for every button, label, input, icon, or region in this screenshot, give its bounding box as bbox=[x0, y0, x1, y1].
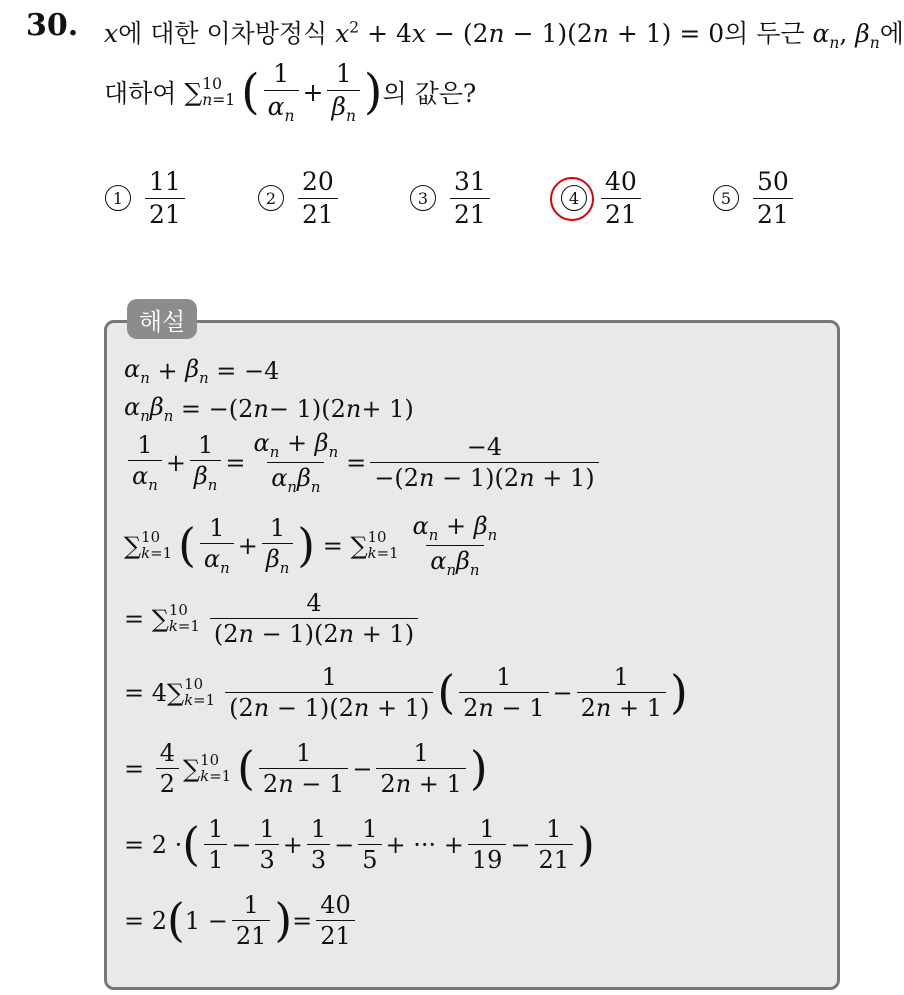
solution-line-6: = 4 ∑ 10 k=1 $\frac{1}{(2n - 1)(2n + 1)}$ ( $\frac{1}{2n - 1}$ − $\frac{1}{2n + 1}$ ) bbox=[124, 663, 688, 723]
solution-line-2: $\alpha_n\beta_n$ = −(2 n − 1)(2 n + 1) bbox=[124, 393, 414, 425]
solution-line-4: ∑ 10 k=1 ( $\frac{1}{\alpha_n}$ + $\frac{1}{\beta_n}$ ) = ∑ 10 k=1 $\frac{\alpha_n + \beta_n}{\alpha_n\beta_n}$ bbox=[124, 512, 498, 579]
answer-choices bbox=[105, 168, 805, 238]
solution-line-9: = 2 ( 1 − $\frac{1}{21}$ ) = $\frac{40}{21}$ bbox=[124, 892, 359, 950]
solution-line-1: $\alpha_n$ + $\beta_n$ = −4 bbox=[124, 355, 280, 387]
choice-denominator: 21 bbox=[753, 198, 793, 229]
choice-marker: 4 bbox=[561, 185, 587, 211]
choice-denominator: 21 bbox=[450, 198, 490, 229]
choice-numerator: 11 bbox=[149, 167, 181, 196]
choice-marker: 5 bbox=[713, 185, 739, 211]
choice-3[interactable] bbox=[410, 168, 494, 228]
solution-line-5: = ∑ 10 k=1 $\frac{4}{(2n - 1)(2n + 1)}$ bbox=[124, 590, 422, 648]
choice-denominator: 21 bbox=[601, 198, 641, 229]
choice-numerator: 50 bbox=[757, 167, 789, 196]
solution-line-3: $\frac{1}{\alpha_n}$ + $\frac{1}{\beta_n}$ = $\frac{\alpha_n + \beta_n}{\alpha_n\beta_n}$ = $\frac{-4}{-(2n - 1)(2n + 1)}$ bbox=[124, 430, 603, 495]
final-answer: $\frac{40}{21}$ bbox=[316, 892, 355, 950]
question-line-2: 대하여 ∑ 10 n=1 ( $\frac{1}{\alpha_n}$ + $\frac{1}{\beta_n}$ ) 의 값은? bbox=[104, 59, 477, 125]
choice-marker: 2 bbox=[258, 185, 284, 211]
question-text-c: 에 bbox=[879, 19, 904, 48]
choice-marker: 3 bbox=[410, 185, 436, 211]
choice-numerator: 31 bbox=[454, 167, 486, 196]
question-suffix: 의 값은? bbox=[382, 79, 477, 109]
solution-line-7: = $\frac{4}{2}$ ∑ 10 k=1 ( $\frac{1}{2n - 1}$ − $\frac{1}{2n + 1}$ ) bbox=[124, 739, 488, 799]
choice-denominator: 21 bbox=[145, 198, 185, 229]
question-number: 30. bbox=[26, 8, 79, 43]
choice-1[interactable] bbox=[105, 168, 189, 228]
choice-4[interactable] bbox=[561, 168, 645, 228]
solution-line-8: = 2 · ( $\frac{1}{1}$ − $\frac{1}{3}$ + $\frac{1}{3}$ − $\frac{1}{5}$ + ··· + $\frac{1}{19}$ − $\frac{1}{21}$ ) bbox=[124, 815, 595, 875]
question-text-a: 에 대한 이차방정식 bbox=[118, 19, 328, 48]
choice-denominator: 21 bbox=[298, 198, 338, 229]
choice-numerator: 40 bbox=[605, 167, 637, 196]
question-line-1: x에 대한 이차방정식 $x^2 + 4x - (2n - 1)(2n + 1) = 0$의 두근 $\alpha_n$, $\beta_n$에 bbox=[104, 18, 904, 52]
solution-label: 해설 bbox=[127, 299, 197, 339]
question-text-b: 의 두근 bbox=[724, 19, 805, 48]
choice-numerator: 20 bbox=[302, 167, 334, 196]
question-prefix: 대하여 bbox=[104, 79, 177, 109]
selected-answer-circle bbox=[550, 177, 594, 221]
choice-marker: 1 bbox=[105, 185, 131, 211]
choice-5[interactable] bbox=[713, 168, 797, 228]
choice-2[interactable] bbox=[258, 168, 342, 228]
